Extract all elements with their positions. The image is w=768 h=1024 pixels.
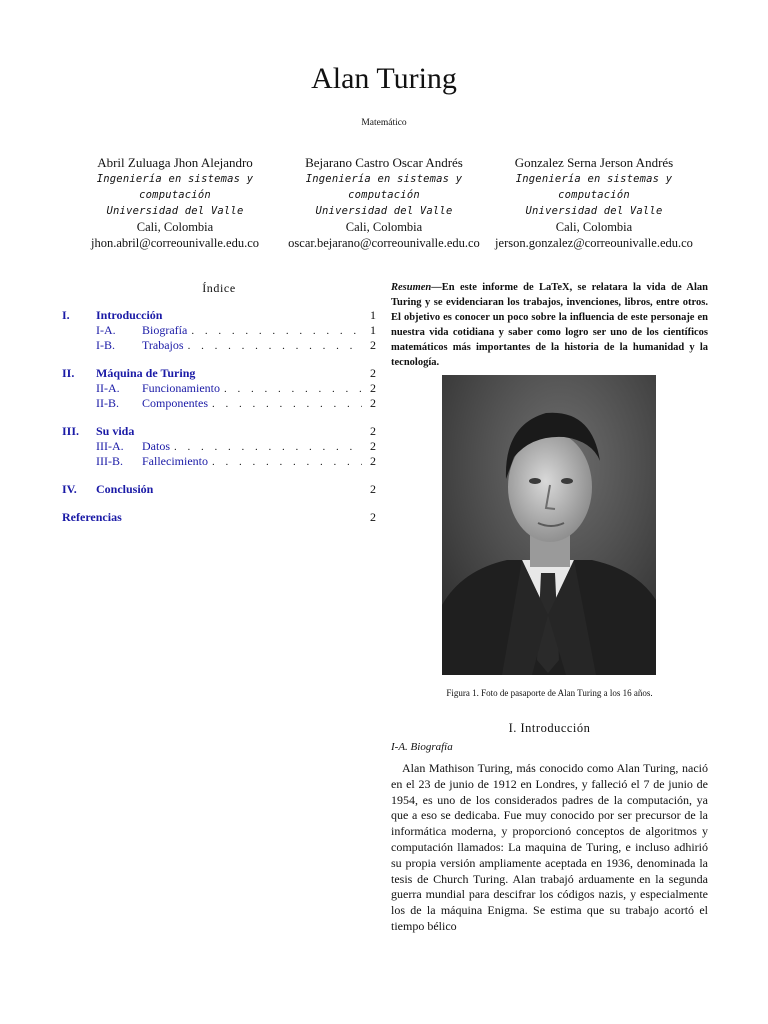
toc-entry[interactable] xyxy=(62,424,376,439)
toc-subentry-label[interactable]: Componentes xyxy=(142,396,208,410)
toc-subentry-number: I-B. xyxy=(96,338,115,352)
toc-leader-dots xyxy=(212,455,362,470)
toc-subentry[interactable] xyxy=(62,439,376,454)
toc-subentry-page: 2 xyxy=(370,381,376,395)
toc-entry-number: III. xyxy=(62,424,80,438)
toc-subentry-page: 2 xyxy=(370,338,376,352)
toc-heading: Índice xyxy=(202,281,236,295)
author-university: Universidad del Valle xyxy=(315,205,453,217)
toc-entry-page: 2 xyxy=(370,482,376,496)
toc-subentry[interactable] xyxy=(62,381,376,396)
toc-entry-page: 2 xyxy=(370,366,376,380)
toc-entry-page: 2 xyxy=(370,424,376,438)
toc-section-su-vida xyxy=(62,424,376,469)
toc-subentry-label[interactable]: Funcionamiento xyxy=(142,381,220,395)
toc-entry-label[interactable]: Referencias xyxy=(62,510,122,524)
table-of-contents xyxy=(62,308,376,538)
toc-entry-number: I. xyxy=(62,308,70,322)
toc-entry[interactable] xyxy=(62,510,376,525)
toc-subentry-page: 2 xyxy=(370,439,376,453)
toc-subentry-page: 2 xyxy=(370,454,376,468)
toc-subentry-number: III-A. xyxy=(96,439,124,453)
toc-leader-dots xyxy=(212,397,362,412)
author-block-1 xyxy=(60,155,290,251)
author-name: Bejarano Castro Oscar Andrés xyxy=(305,155,463,170)
toc-subentry-page: 2 xyxy=(370,396,376,410)
toc-subentry-label[interactable]: Datos xyxy=(142,439,170,453)
author-email: jhon.abril@correounivalle.edu.co xyxy=(90,236,260,250)
toc-entry[interactable] xyxy=(62,308,376,323)
author-city: Cali, Colombia xyxy=(136,220,214,234)
author-name: Abril Zuluaga Jhon Alejandro xyxy=(97,155,253,170)
toc-entry-label[interactable]: Conclusión xyxy=(96,482,154,496)
toc-section-introduccion xyxy=(62,308,376,353)
toc-subentry-label[interactable]: Trabajos xyxy=(142,338,184,352)
paper-title: Alan Turing xyxy=(311,62,457,95)
abstract-lead: Resumen xyxy=(391,282,432,293)
toc-subentry-number: I-A. xyxy=(96,323,116,337)
author-email: jerson.gonzalez@correounivalle.edu.co xyxy=(495,236,693,250)
toc-entry[interactable] xyxy=(62,366,376,381)
toc-subentry-page: 1 xyxy=(370,323,376,337)
author-city: Cali, Colombia xyxy=(555,220,633,234)
author-city: Cali, Colombia xyxy=(345,220,423,234)
abstract-text: En este informe de LaTeX, se relatara la vida de Alan Turing y se evidenciaran los trabajos, invenciones, libros, entre otros. El objetivo es conocer un poco sobre la influencia de este personaje en nuestra vida cotidiana y saber como logro ser uno de los científicos matemáticos más importantes de la historia de la humanidad y la tecnología. xyxy=(391,282,708,368)
toc-entry-label[interactable]: Máquina de Turing xyxy=(96,366,196,380)
author-affiliation: Ingeniería en sistemas y computación xyxy=(96,173,254,201)
toc-entry[interactable] xyxy=(62,482,376,497)
toc-subentry[interactable] xyxy=(62,338,376,353)
portrait-photo xyxy=(442,375,656,675)
author-email: oscar.bejarano@correounivalle.edu.co xyxy=(288,236,480,250)
toc-entry-page: 1 xyxy=(370,308,376,322)
paper-subtitle: Matemático xyxy=(361,118,407,128)
toc-entry-number: IV. xyxy=(62,482,77,496)
toc-subentry[interactable] xyxy=(62,454,376,469)
author-name: Gonzalez Serna Jerson Andrés xyxy=(514,155,674,170)
abstract xyxy=(391,280,708,370)
toc-subentry[interactable] xyxy=(62,396,376,411)
figure-caption: Figura 1. Foto de pasaporte de Alan Turing a los 16 años. xyxy=(446,688,653,698)
author-university: Universidad del Valle xyxy=(106,205,244,217)
body-paragraph: Alan Mathison Turing, más conocido como Alan Turing, nació en el 23 de junio de 1912 en Londres, y falleció el 7 de junio de 1954, es uno de los considerados padres de la computación, ya que a eso se dedicaba. Fue muy conocido por ser precursor de la informática moderna, y proporcionó conceptos de algoritmos y computación llamados: La maquina de Turing, e incluso adhirió su propia versión ampliamente aceptada en 1936, denominada la tesis de Church Turing. Alan trabajó arduamente en la segunda guerra mundial para descifrar los códigos nazis, y especialmente los de la máquina Enigma. Se estima que su trabajo acortó el tiempo bélico xyxy=(391,761,708,933)
toc-entry-page: 2 xyxy=(370,510,376,524)
toc-entry-number: II. xyxy=(62,366,75,380)
toc-leader-dots xyxy=(224,382,362,397)
toc-leader-dots xyxy=(191,324,362,339)
toc-subentry[interactable] xyxy=(62,323,376,338)
author-affiliation: Ingeniería en sistemas y computación xyxy=(515,173,673,201)
toc-subentry-label[interactable]: Fallecimiento xyxy=(142,454,208,468)
toc-entry-label[interactable]: Su vida xyxy=(96,424,135,438)
subsection-title: I-A. Biografía xyxy=(391,741,453,753)
toc-section-maquina xyxy=(62,366,376,411)
author-university: Universidad del Valle xyxy=(525,205,663,217)
toc-section-referencias xyxy=(62,510,376,525)
toc-leader-dots xyxy=(188,339,362,354)
toc-leader-dots xyxy=(174,440,362,455)
abstract-dash: — xyxy=(431,282,442,293)
toc-subentry-number: II-A. xyxy=(96,381,120,395)
author-block-2 xyxy=(269,155,499,251)
author-block-3 xyxy=(479,155,709,251)
toc-entry-label[interactable]: Introducción xyxy=(96,308,163,322)
section-title: I. Introducción xyxy=(508,721,591,735)
author-affiliation: Ingeniería en sistemas y computación xyxy=(305,173,463,201)
toc-subentry-label[interactable]: Biografía xyxy=(142,323,188,337)
toc-subentry-number: III-B. xyxy=(96,454,123,468)
toc-subentry-number: II-B. xyxy=(96,396,119,410)
toc-section-conclusion xyxy=(62,482,376,497)
